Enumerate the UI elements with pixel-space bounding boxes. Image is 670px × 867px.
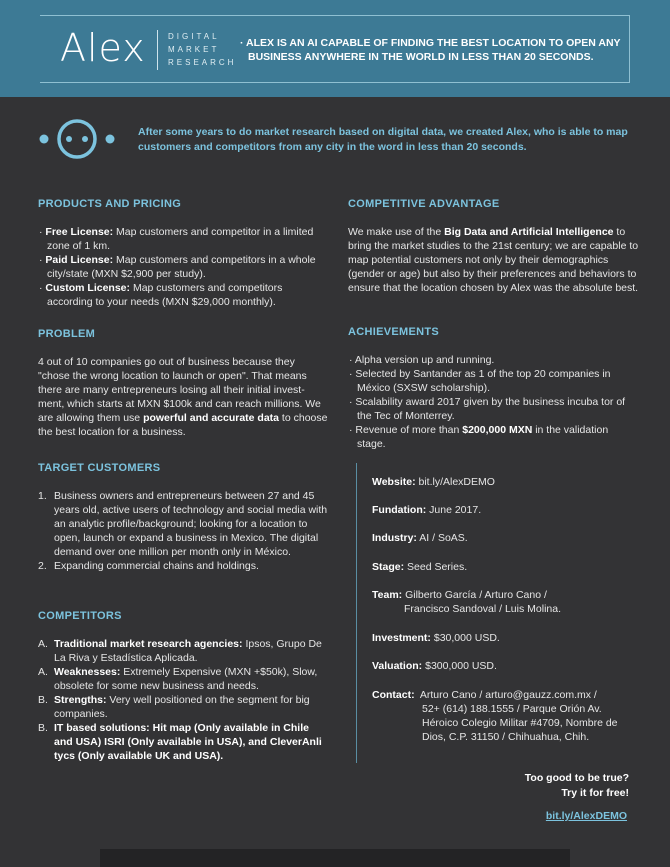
info-value: Gilberto García / Arturo Cano / <box>405 589 547 601</box>
info-value: Héroico Colegio Militar #4709, Nombre de <box>422 717 618 729</box>
header-banner <box>0 0 670 97</box>
section-heading: COMPETITIVE ADVANTAGE <box>348 198 500 210</box>
info-value: Seed Series. <box>407 561 468 573</box>
tagline-line: MARKET <box>168 45 220 54</box>
info-contact <box>372 688 618 744</box>
item-label: IT based solutions: <box>54 722 150 734</box>
text-run: We make use of the <box>348 226 445 238</box>
competitors-section <box>38 609 330 763</box>
logo-wordmark: Alex <box>60 26 146 70</box>
list-number: B. <box>38 722 48 734</box>
list-item: · Custom License: Map customers and competitors according to your needs (MXN $29,000 monthly). <box>39 282 283 308</box>
tagline-line: DIGITAL <box>168 32 220 41</box>
footer-bar <box>100 849 570 867</box>
info-label: Stage: <box>372 561 405 573</box>
target-section <box>38 461 330 573</box>
headline-line: BUSINESS ANYWHERE IN THE WORLD IN LESS THAN 20 SECONDS. <box>248 51 594 63</box>
tagline-line: RESEARCH <box>168 58 237 67</box>
section-heading: COMPETITORS <box>38 610 122 622</box>
info-value: Dios, C.P. 31150 / Chihuahua, Chih. <box>422 731 590 743</box>
item-text: Hit map (Only available in Chile and USA) ISRI (Only available in USA), and CleverAnli tycs (Only available UK and USA). <box>54 722 322 762</box>
item-text: Map customers and competitors according to your needs (MXN $29,000 monthly). <box>47 282 283 308</box>
text-emphasis: powerful and accurate data <box>143 412 280 424</box>
info-value: $300,000 USD. <box>425 660 497 672</box>
item-text: Expanding commercial chains and holdings. <box>54 560 259 572</box>
list-item <box>38 693 330 721</box>
info-label: Team: <box>372 589 403 601</box>
info-label: Fundation: <box>372 504 427 516</box>
logo-tagline <box>168 30 236 69</box>
section-heading: PRODUCTS AND PRICING <box>38 198 182 210</box>
text-run: to bring the market studies to the 21st century; we are capable to map potential customers not only by their demographics (gender or age) but also by their preferences and behaviors to ensure that the location chosen by Alex was the absolute best. <box>348 226 639 294</box>
info-fundation <box>372 503 481 517</box>
cta-line: Too good to be true? <box>524 772 629 784</box>
info-team <box>372 588 561 616</box>
info-valuation <box>372 659 497 673</box>
text-run: to choose the best location for a business. <box>38 412 328 438</box>
item-label: Paid License: <box>45 254 114 266</box>
item-label: Weaknesses: <box>54 666 121 678</box>
text-emphasis: Big Data and Artificial Intelligence <box>444 226 614 238</box>
headline-line: · ALEX IS AN AI CAPABLE OF FINDING THE BEST LOCATION TO OPEN ANY <box>240 37 621 49</box>
info-industry <box>372 531 468 545</box>
list-item: · Selected by Santander as 1 of the top 20 companies in México (SXSW scholarship). <box>349 368 611 394</box>
info-label: Valuation: <box>372 660 423 672</box>
info-investment <box>372 631 500 645</box>
info-label: Website: <box>372 476 416 488</box>
list-item <box>38 559 330 573</box>
intro-text: After some years to do market research based on digital data, we created Alex, who is able to map customers and competitors from any city in the word in less than 20 seconds. <box>138 126 628 153</box>
problem-section <box>38 327 328 439</box>
list-item <box>38 637 330 665</box>
item-label: Strengths: <box>54 694 107 706</box>
item-text: Ipsos, Grupo De La Riva y Estadística Aplicada. <box>54 638 322 664</box>
item-text: Map customers and competitor in a limited zone of 1 km. <box>47 226 314 252</box>
item-text: Extremely Expensive (MXN +$50k), Slow, obsolete for some new business and needs. <box>54 666 318 692</box>
text-run: 4 out of 10 companies go out of business because they "chose the wrong location to launch or open". That means there are many entrepreneurs losing all their initial invest-ment, which starts at MXN $100k and can reach millions. We are allowing them use <box>38 356 321 424</box>
logo-divider <box>157 30 158 70</box>
text-run: in the validation stage. <box>357 424 609 450</box>
advantage-text <box>348 225 640 295</box>
headline <box>240 36 625 64</box>
list-item: · Alpha version up and running. <box>349 354 495 366</box>
list-number: A. <box>38 666 48 678</box>
item-label: Custom License: <box>45 282 131 294</box>
info-label: Contact: <box>372 689 415 701</box>
products-section <box>38 197 330 309</box>
advantage-section <box>348 197 640 295</box>
info-label: Investment: <box>372 632 431 644</box>
item-text: Very well positioned on the segment for big companies. <box>54 694 310 720</box>
info-value: Arturo Cano / arturo@gauzz.com.mx / <box>419 689 597 701</box>
text-run: · Revenue of more than <box>349 424 463 436</box>
item-text: Map customers and competitors in a whole city/state (MXN $2,900 per study). <box>47 254 316 280</box>
info-value: June 2017. <box>429 504 482 516</box>
text-emphasis: $200,000 MXN <box>462 424 533 436</box>
list-item: · Paid License: Map customers and competitors in a whole city/state (MXN $2,900 per study). <box>39 254 316 280</box>
list-item <box>38 489 330 559</box>
problem-text <box>38 355 328 439</box>
list-number: 1. <box>38 490 47 502</box>
section-heading: ACHIEVEMENTS <box>348 326 439 338</box>
list-item <box>38 721 330 763</box>
info-label: Industry: <box>372 532 417 544</box>
item-label: Free License: <box>45 226 114 238</box>
demo-link[interactable]: bit.ly/AlexDEMO <box>545 810 627 822</box>
info-stage <box>372 560 467 574</box>
list-number: B. <box>38 694 48 706</box>
info-website <box>372 475 495 489</box>
achievements-section <box>348 325 628 451</box>
info-value: Francisco Sandoval / Luis Molina. <box>404 603 561 615</box>
info-divider <box>356 463 357 763</box>
robot-face-icon <box>38 118 148 162</box>
list-item: · Free License: Map customers and competitor in a limited zone of 1 km. <box>39 226 314 252</box>
list-item <box>38 665 330 693</box>
section-heading: TARGET CUSTOMERS <box>38 462 161 474</box>
list-number: 2. <box>38 560 47 572</box>
section-heading: PROBLEM <box>38 328 96 340</box>
list-item <box>348 423 628 451</box>
list-item: · Scalability award 2017 given by the business incuba tor of the Tec of Monterrey. <box>349 396 626 422</box>
item-label: Traditional market research agencies: <box>54 638 243 650</box>
info-value: AI / SoAS. <box>419 532 468 544</box>
info-value: $30,000 USD. <box>433 632 500 644</box>
cta-line: Try it for free! <box>561 787 629 799</box>
info-value[interactable]: bit.ly/AlexDEMO <box>418 476 495 488</box>
info-value: 52+ (614) 188.1555 / Parque Orión Av. <box>422 703 602 715</box>
list-number: A. <box>38 638 48 650</box>
item-text: Business owners and entrepreneurs between 27 and 45 years old, active users of technology and social media with an analytic profile/background; looking for a location to open, launch or expand a business in Mexico. The digital demand over one million per month only in México. <box>54 490 328 558</box>
call-to-action <box>525 771 629 801</box>
